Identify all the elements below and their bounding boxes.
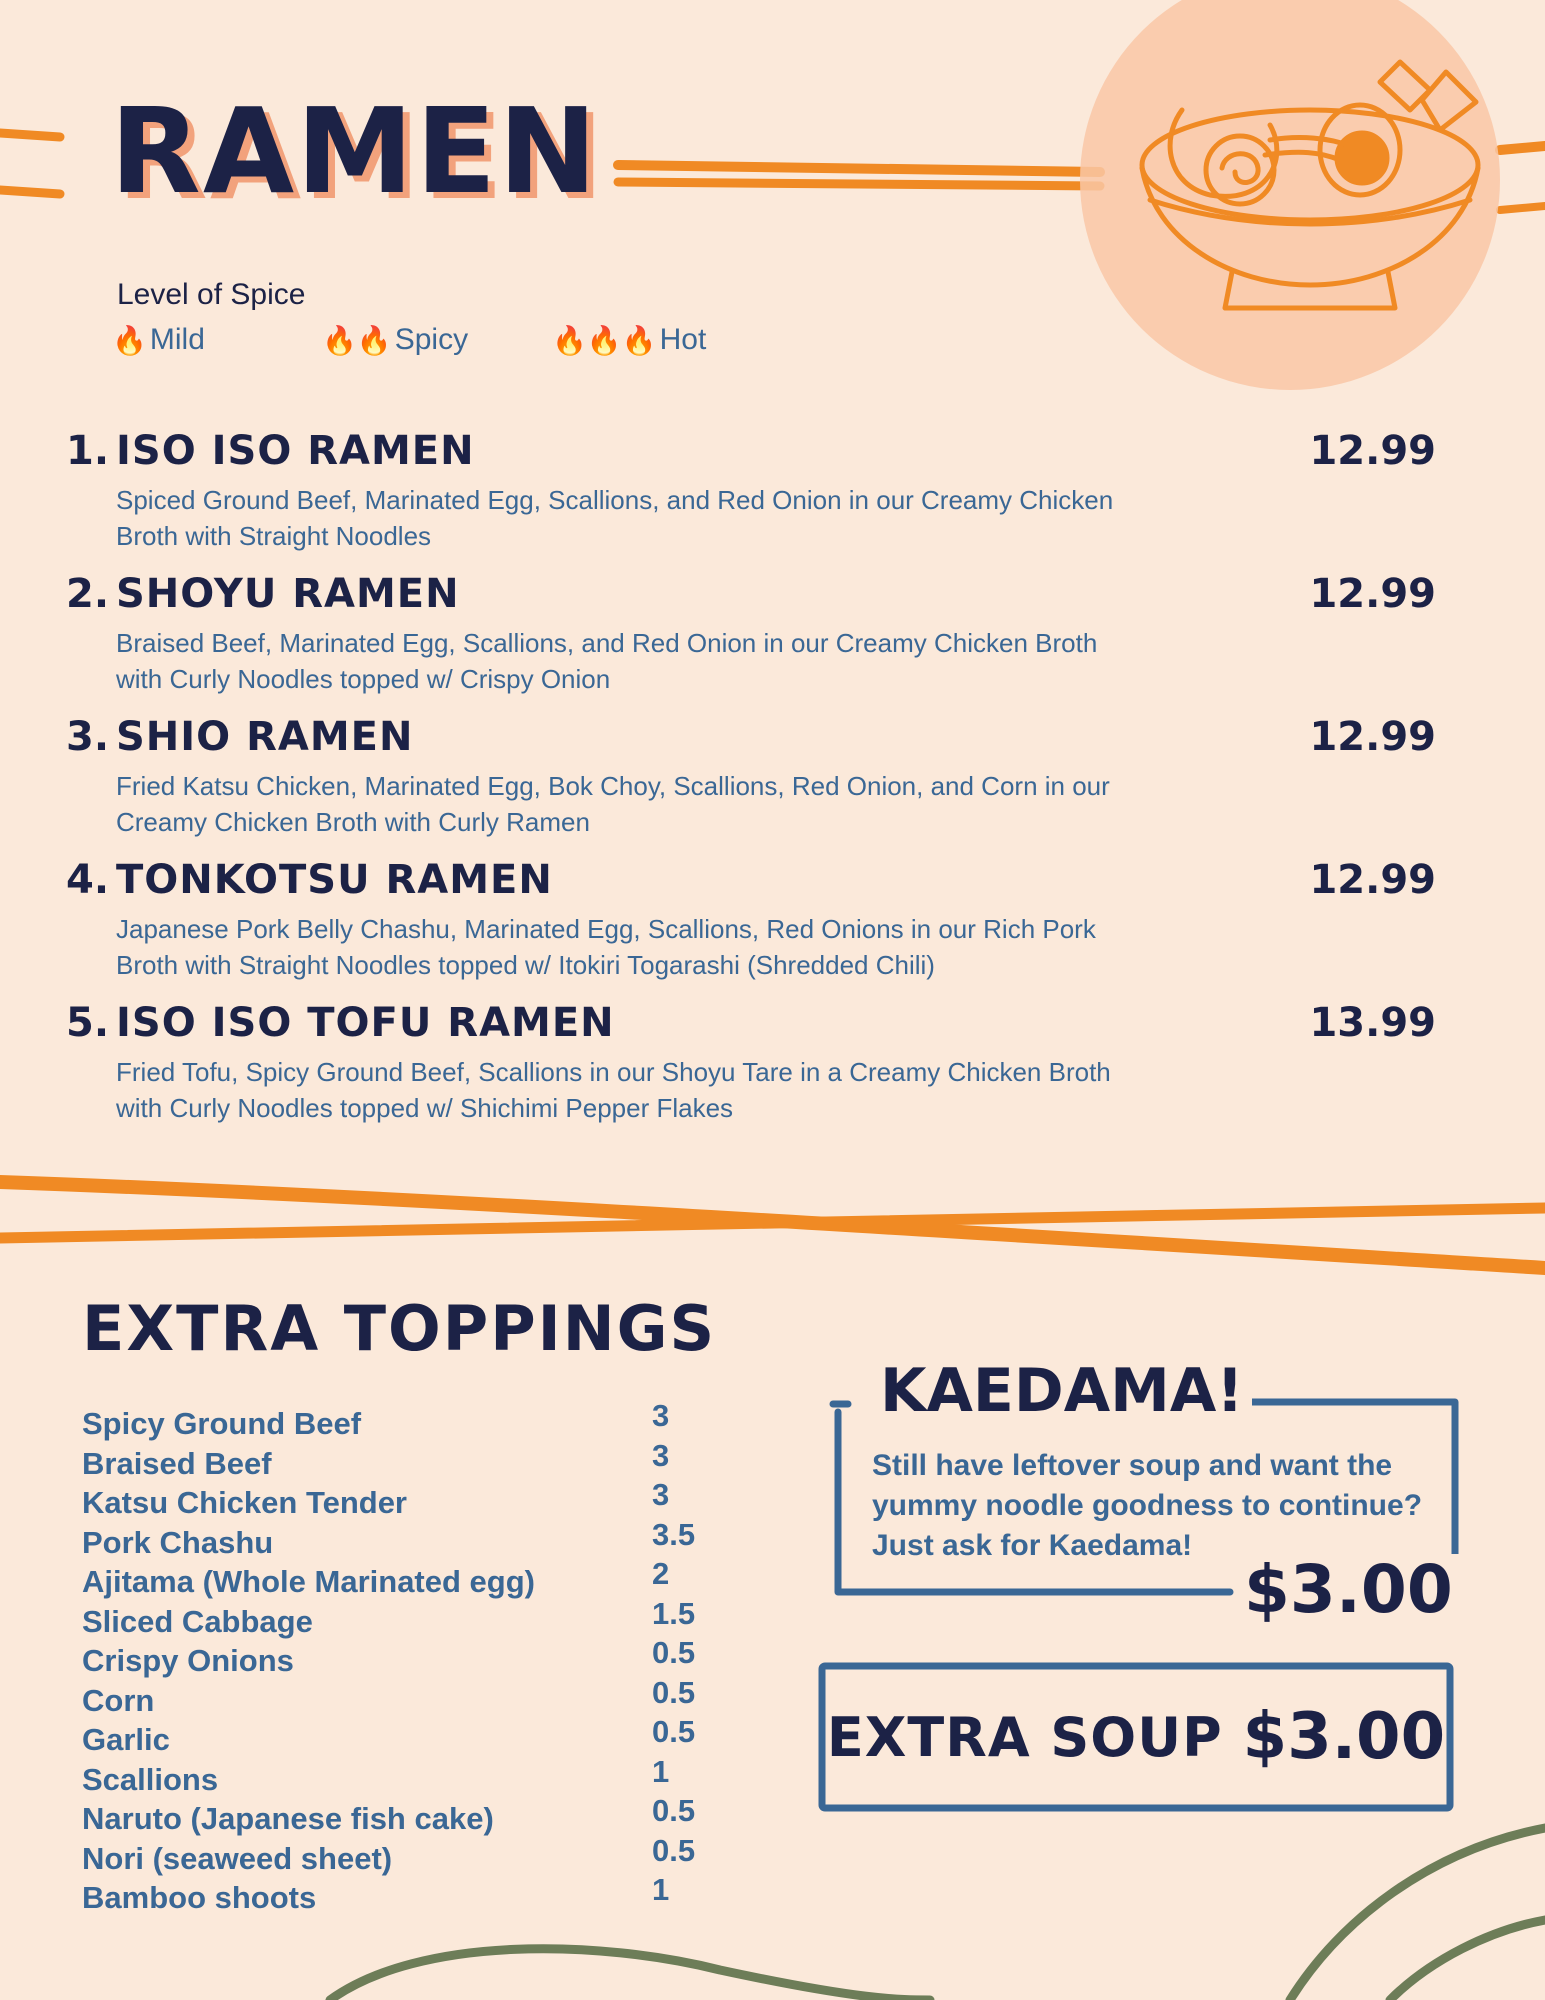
menu-item-number: 1. (66, 428, 110, 474)
topping-price: 0.5 (652, 1635, 696, 1670)
topping-name: Sliced Cabbage (82, 1603, 313, 1639)
topping-name: Ajitama (Whole Marinated egg) (82, 1564, 535, 1599)
topping-item (82, 1595, 722, 1642)
topping-name: Katsu Chicken Tender (82, 1485, 408, 1520)
extra-soup-box (822, 1666, 1450, 1808)
menu-item-number: 2. (66, 571, 110, 617)
menu-item-description: Spiced Ground Beef, Marinated Egg, Scallions, and Red Onion in our Creamy Chicken Broth with Straight Noodles (116, 485, 1114, 551)
chopstick-stroke (618, 165, 1100, 172)
ramen-bowl-backdrop (1080, 0, 1500, 390)
topping-name: Bamboo shoots (82, 1880, 317, 1915)
topping-price: 2 (652, 1556, 670, 1591)
menu-item-name: TONKOTSU RAMEN (116, 857, 553, 903)
topping-item (82, 1437, 722, 1484)
topping-item (82, 1872, 722, 1918)
menu-item-name: SHOYU RAMEN (116, 571, 460, 617)
flame-icon: 🔥🔥🔥 (552, 324, 657, 356)
menu-item-price: 13.99 (1309, 1000, 1436, 1046)
topping-item (82, 1753, 722, 1800)
chopstick-stroke (1500, 146, 1545, 150)
topping-name: Naruto (Japanese fish cake) (82, 1801, 494, 1836)
topping-name: Crispy Onions (82, 1643, 294, 1678)
topping-item (82, 1556, 722, 1602)
spice-level-label: Spicy (394, 323, 469, 356)
menu-item-price: 12.99 (1309, 428, 1436, 474)
menu-item-description: Japanese Pork Belly Chashu, Marinated Egg, Scallions, Red Onions in our Rich Pork Broth with Straight Noodles topped w/ Itokiri Togarashi (Shredded Chili) (116, 914, 1096, 980)
chopstick-stroke (0, 1208, 1545, 1238)
menu-item-number: 3. (66, 714, 110, 760)
spice-level-label: Hot (659, 323, 707, 356)
menu-item-description: Fried Katsu Chicken, Marinated Egg, Bok Choy, Scallions, Red Onion, and Corn in our Creamy Chicken Broth with Curly Ramen (116, 771, 1110, 837)
menu-item-name: SHIO RAMEN (116, 714, 414, 760)
topping-price: 1 (652, 1753, 670, 1789)
topping-item (82, 1398, 722, 1444)
spice-level-mild (112, 323, 205, 357)
topping-name: Corn (82, 1682, 155, 1718)
topping-name: Nori (seaweed sheet) (82, 1840, 393, 1876)
menu-item-price: 12.99 (1309, 571, 1436, 617)
kaedama-title: KAEDAMA! (872, 1358, 1252, 1424)
flame-icon: 🔥 (112, 324, 147, 356)
topping-price: 3 (652, 1477, 670, 1512)
topping-price: 1.5 (652, 1595, 696, 1631)
topping-price: 0.5 (652, 1674, 696, 1710)
topping-item (82, 1635, 722, 1681)
spice-legend-heading: Level of Spice (117, 278, 306, 311)
topping-price: 3 (652, 1437, 670, 1473)
chopstick-stroke (1500, 206, 1545, 210)
kaedama-description: Still have leftover soup and want the yummy noodle goodness to continue? Just ask for Kaedama! (872, 1449, 1423, 1562)
menu-item-description: Fried Tofu, Spicy Ground Beef, Scallions in our Shoyu Tare in a Creamy Chicken Broth with Curly Noodles topped w/ Shichimi Pepper Flakes (116, 1057, 1111, 1123)
menu-item-price: 12.99 (1309, 714, 1436, 760)
topping-item (82, 1832, 722, 1879)
topping-price: 0.5 (652, 1714, 696, 1749)
topping-name: Braised Beef (82, 1445, 272, 1481)
chopstick-stroke (0, 133, 60, 137)
topping-item (82, 1516, 722, 1563)
toppings-list (82, 1398, 722, 1918)
green-wave-stroke (1390, 1920, 1545, 2000)
topping-price: 3 (652, 1398, 670, 1433)
menu-item-price: 12.99 (1309, 857, 1436, 903)
topping-item (82, 1793, 722, 1839)
extra-soup-label: EXTRA SOUP (826, 1705, 1223, 1769)
kaedama-price: $3.00 (1238, 1554, 1459, 1627)
green-wave-stroke (330, 1949, 930, 2000)
spice-level-spicy (322, 323, 468, 357)
page-title: RAMEN (110, 82, 599, 220)
toppings-title: EXTRA TOPPINGS (82, 1292, 717, 1365)
spice-level-hot (552, 323, 706, 357)
topping-price: 3.5 (652, 1516, 696, 1552)
menu-item-name: ISO ISO TOFU RAMEN (116, 1000, 615, 1046)
topping-price: 0.5 (652, 1793, 696, 1828)
chopstick-stroke (618, 182, 1100, 186)
topping-name: Garlic (82, 1722, 170, 1757)
extra-soup-price: $3.00 (1242, 1700, 1446, 1774)
menu-item-number: 4. (66, 857, 110, 903)
topping-name: Pork Chashu (82, 1524, 274, 1560)
topping-name: Spicy Ground Beef (82, 1406, 362, 1441)
topping-item (82, 1477, 722, 1523)
menu-item-number: 5. (66, 1000, 110, 1046)
flame-icon: 🔥🔥 (322, 324, 392, 356)
spice-level-label: Mild (149, 323, 205, 356)
chopstick-stroke (0, 190, 60, 194)
menu-item-description: Braised Beef, Marinated Egg, Scallions, and Red Onion in our Creamy Chicken Broth with Curly Noodles topped w/ Crispy Onion (116, 628, 1098, 694)
topping-item (82, 1674, 722, 1721)
topping-name: Scallions (82, 1761, 219, 1797)
topping-price: 0.5 (652, 1832, 696, 1868)
menu-item-name: ISO ISO RAMEN (116, 428, 475, 474)
topping-price: 1 (652, 1872, 670, 1907)
topping-item (82, 1714, 722, 1760)
